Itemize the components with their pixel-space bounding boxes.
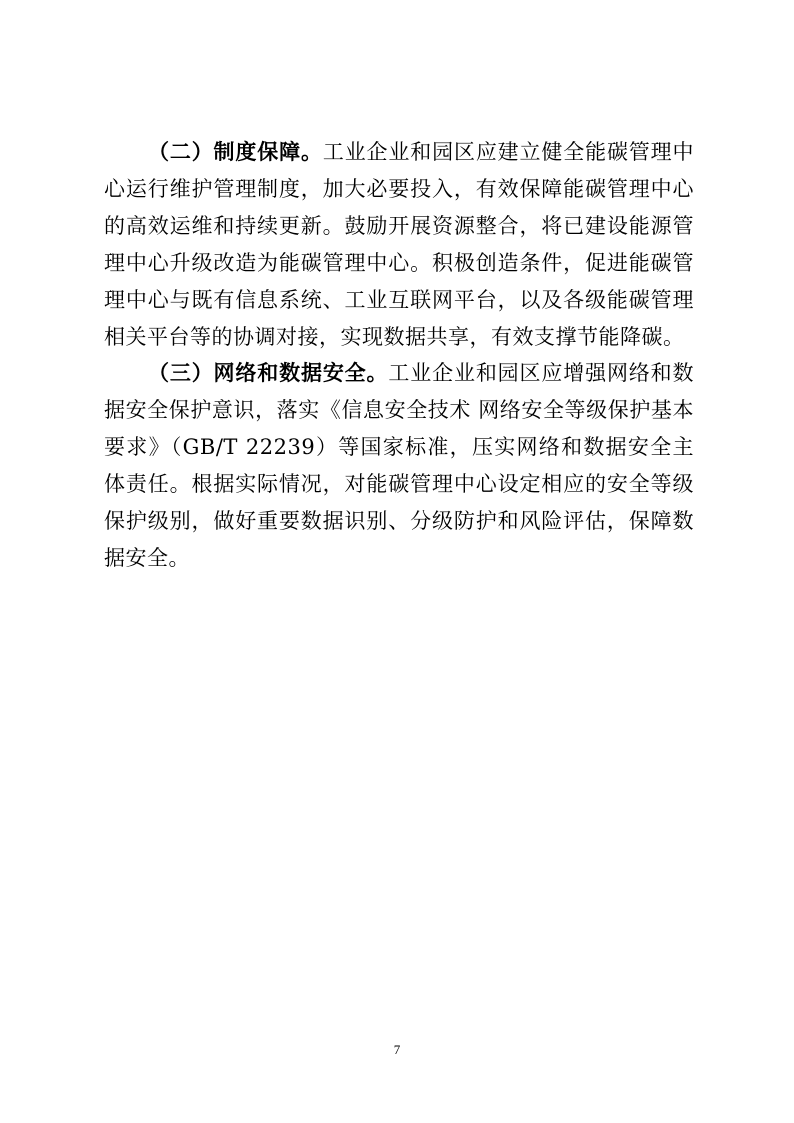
page-number: 7: [393, 1042, 401, 1057]
paragraph-heading: （三）网络和数据安全。: [148, 361, 389, 386]
paragraph-network-data-security: [104, 355, 694, 576]
paragraph-text: 工业企业和园区应建立健全能碳管理中心运行维护管理制度，加大必要投入，有效保障能碳管理中心的高效运维和持续更新。鼓励开展资源整合，将已建设能源管理中心升级改造为能碳管理中心。积极创造条件，促进能碳管理中心与既有信息系统、工业互联网平台，以及各级能碳管理相关平台等的协调对接，实现数据共享，有效支撑节能降碳。: [104, 140, 695, 349]
paragraph-heading: （二）制度保障。: [148, 140, 323, 164]
document-body: [104, 134, 694, 577]
paragraph-institutional-guarantee: [104, 134, 694, 355]
paragraph-text: 工业企业和园区应增强网络和数据安全保护意识，落实《信息安全技术 网络安全等级保护基本要求》（GB/T 22239）等国家标准，压实网络和数据安全主体责任。根据实际情况，对能碳管理中心设定相应的安全等级保护级别，做好重要数据识别、分级防护和风险评估，保障数据安全。: [104, 361, 695, 570]
